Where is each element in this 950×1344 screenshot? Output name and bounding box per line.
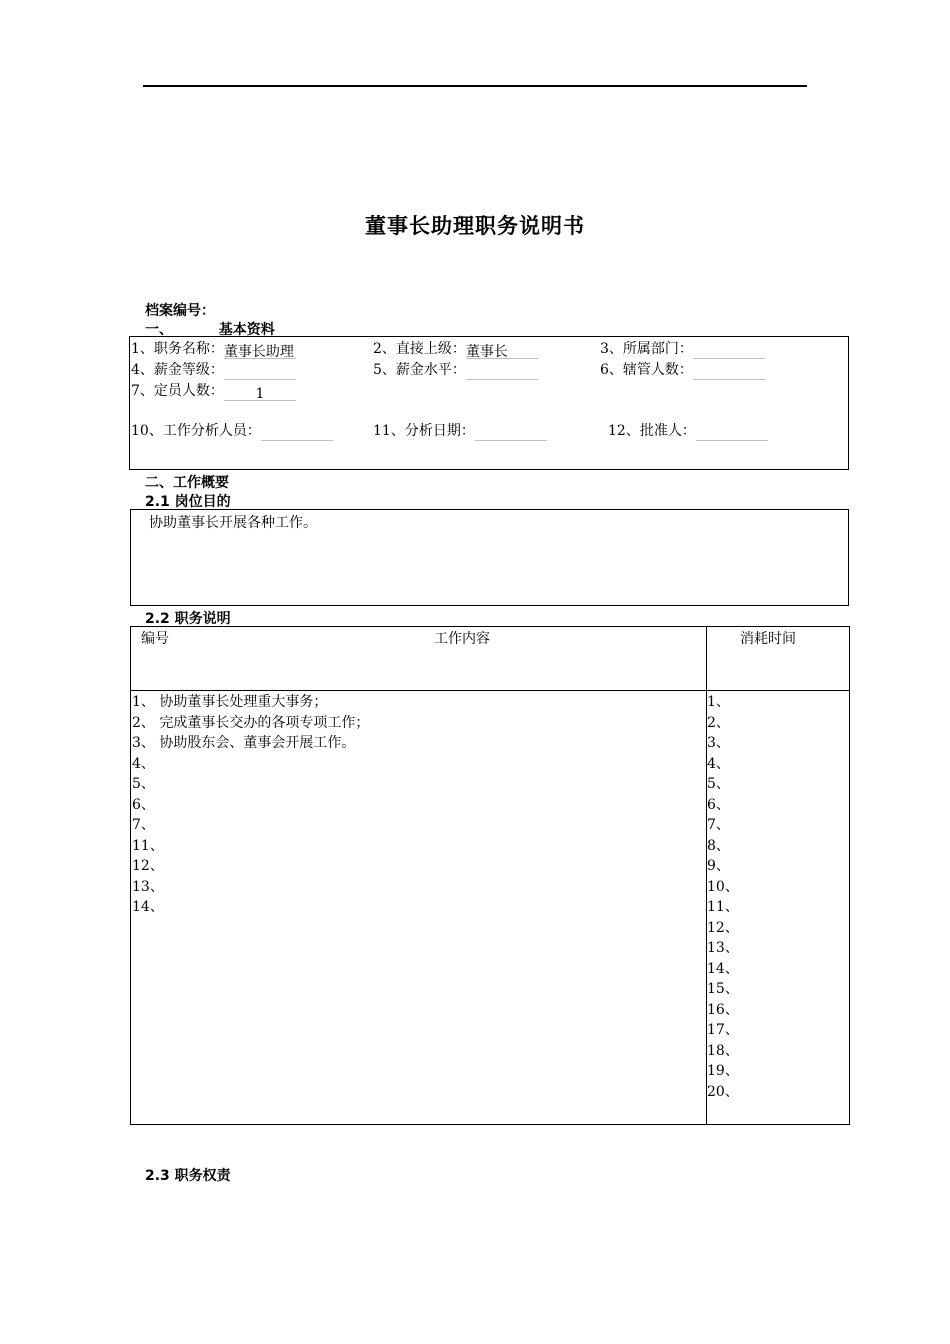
- time-item: 10、: [707, 878, 739, 895]
- field-salary-grade: [131, 360, 296, 380]
- time-item: 9、: [707, 858, 730, 874]
- field-job-title: [131, 339, 296, 359]
- field-direct-superior: [373, 339, 538, 359]
- field-label: 1、职务名称：: [131, 341, 224, 357]
- time-item: 1、: [707, 694, 730, 710]
- time-item: 13、: [707, 940, 739, 956]
- duty-item: 7、: [132, 817, 155, 833]
- time-item: 19、: [707, 1063, 739, 1079]
- file-number-label: 档案编号：: [145, 303, 215, 319]
- field-approver: [608, 421, 768, 441]
- document-title: 董事长助理职务说明书: [365, 214, 585, 238]
- field-label: 4、薪金等级：: [131, 362, 224, 378]
- job-purpose-box: [130, 509, 849, 606]
- time-item: 12、: [707, 919, 739, 936]
- field-label: 12、批准人：: [608, 423, 696, 439]
- time-item: 20、: [707, 1083, 739, 1100]
- time-item: 8、: [707, 837, 730, 854]
- header-number: 编号: [141, 631, 169, 647]
- time-item: 17、: [707, 1022, 739, 1038]
- field-department: [600, 339, 765, 359]
- time-item: 15、: [707, 981, 739, 997]
- duty-item: 5、: [132, 776, 155, 792]
- field-value[interactable]: [693, 342, 765, 359]
- time-item: 5、: [707, 776, 730, 792]
- time-item: 2、: [707, 714, 730, 731]
- section1-number: 一、: [145, 322, 173, 338]
- job-purpose-text: 协助董事长开展各种工作。: [149, 515, 317, 531]
- time-item: 14、: [707, 960, 739, 977]
- field-value[interactable]: [696, 424, 768, 441]
- duty-item: 4、: [132, 755, 155, 772]
- basic-info-box: [129, 336, 849, 470]
- field-analyst: [131, 421, 333, 441]
- field-label: 5、薪金水平：: [373, 362, 466, 378]
- field-label: 10、工作分析人员：: [131, 423, 261, 439]
- field-value[interactable]: [466, 363, 538, 380]
- header-rule: [143, 85, 807, 87]
- duty-item: 11、: [132, 837, 164, 854]
- header-time: 消耗时间: [740, 631, 796, 647]
- duty-item: 13、: [132, 878, 164, 895]
- field-label: 6、辖管人数：: [600, 362, 693, 378]
- duties-table: [130, 626, 850, 1125]
- time-item: 3、: [707, 735, 730, 751]
- field-value[interactable]: 董事长: [466, 342, 538, 359]
- field-salary-level: [373, 360, 538, 380]
- time-item: 11、: [707, 899, 739, 915]
- header-content: 工作内容: [434, 631, 490, 647]
- field-value[interactable]: [261, 424, 333, 441]
- field-label: 3、所属部门：: [600, 341, 693, 357]
- s22-heading: 2.2 职务说明: [145, 611, 231, 627]
- field-headcount: [131, 381, 296, 401]
- field-value[interactable]: 董事长助理: [223, 344, 294, 360]
- field-value[interactable]: [224, 363, 296, 380]
- time-item: 4、: [707, 755, 730, 772]
- time-item: 18、: [707, 1042, 739, 1059]
- s21-heading: 2.1 岗位目的: [145, 494, 231, 510]
- field-value[interactable]: [693, 363, 765, 380]
- duty-item: 14、: [132, 899, 164, 915]
- time-item: 7、: [707, 817, 730, 833]
- field-value[interactable]: 1: [224, 384, 296, 401]
- s23-heading: 2.3 职务权责: [145, 1168, 231, 1184]
- time-item: 16、: [707, 1001, 739, 1018]
- duty-item: 1、 协助董事长处理重大事务；: [132, 694, 328, 710]
- field-subordinates: [600, 360, 765, 380]
- time-item: 6、: [707, 796, 730, 813]
- duty-item: 3、 协助股东会、董事会开展工作。: [132, 735, 356, 751]
- duty-item: 6、: [132, 796, 155, 813]
- field-analysis-date: [373, 421, 547, 441]
- section1-title: 基本资料: [218, 322, 275, 338]
- field-label: 2、直接上级：: [373, 341, 466, 357]
- field-label: 11、分析日期：: [373, 423, 475, 439]
- field-label: 7、定员人数：: [131, 383, 224, 399]
- duty-item: 2、 完成董事长交办的各项专项工作；: [132, 714, 370, 731]
- duty-item: 12、: [132, 858, 164, 874]
- header-divider: [131, 690, 849, 691]
- field-value[interactable]: [475, 424, 547, 441]
- section2-heading: 二、工作概要: [145, 475, 229, 491]
